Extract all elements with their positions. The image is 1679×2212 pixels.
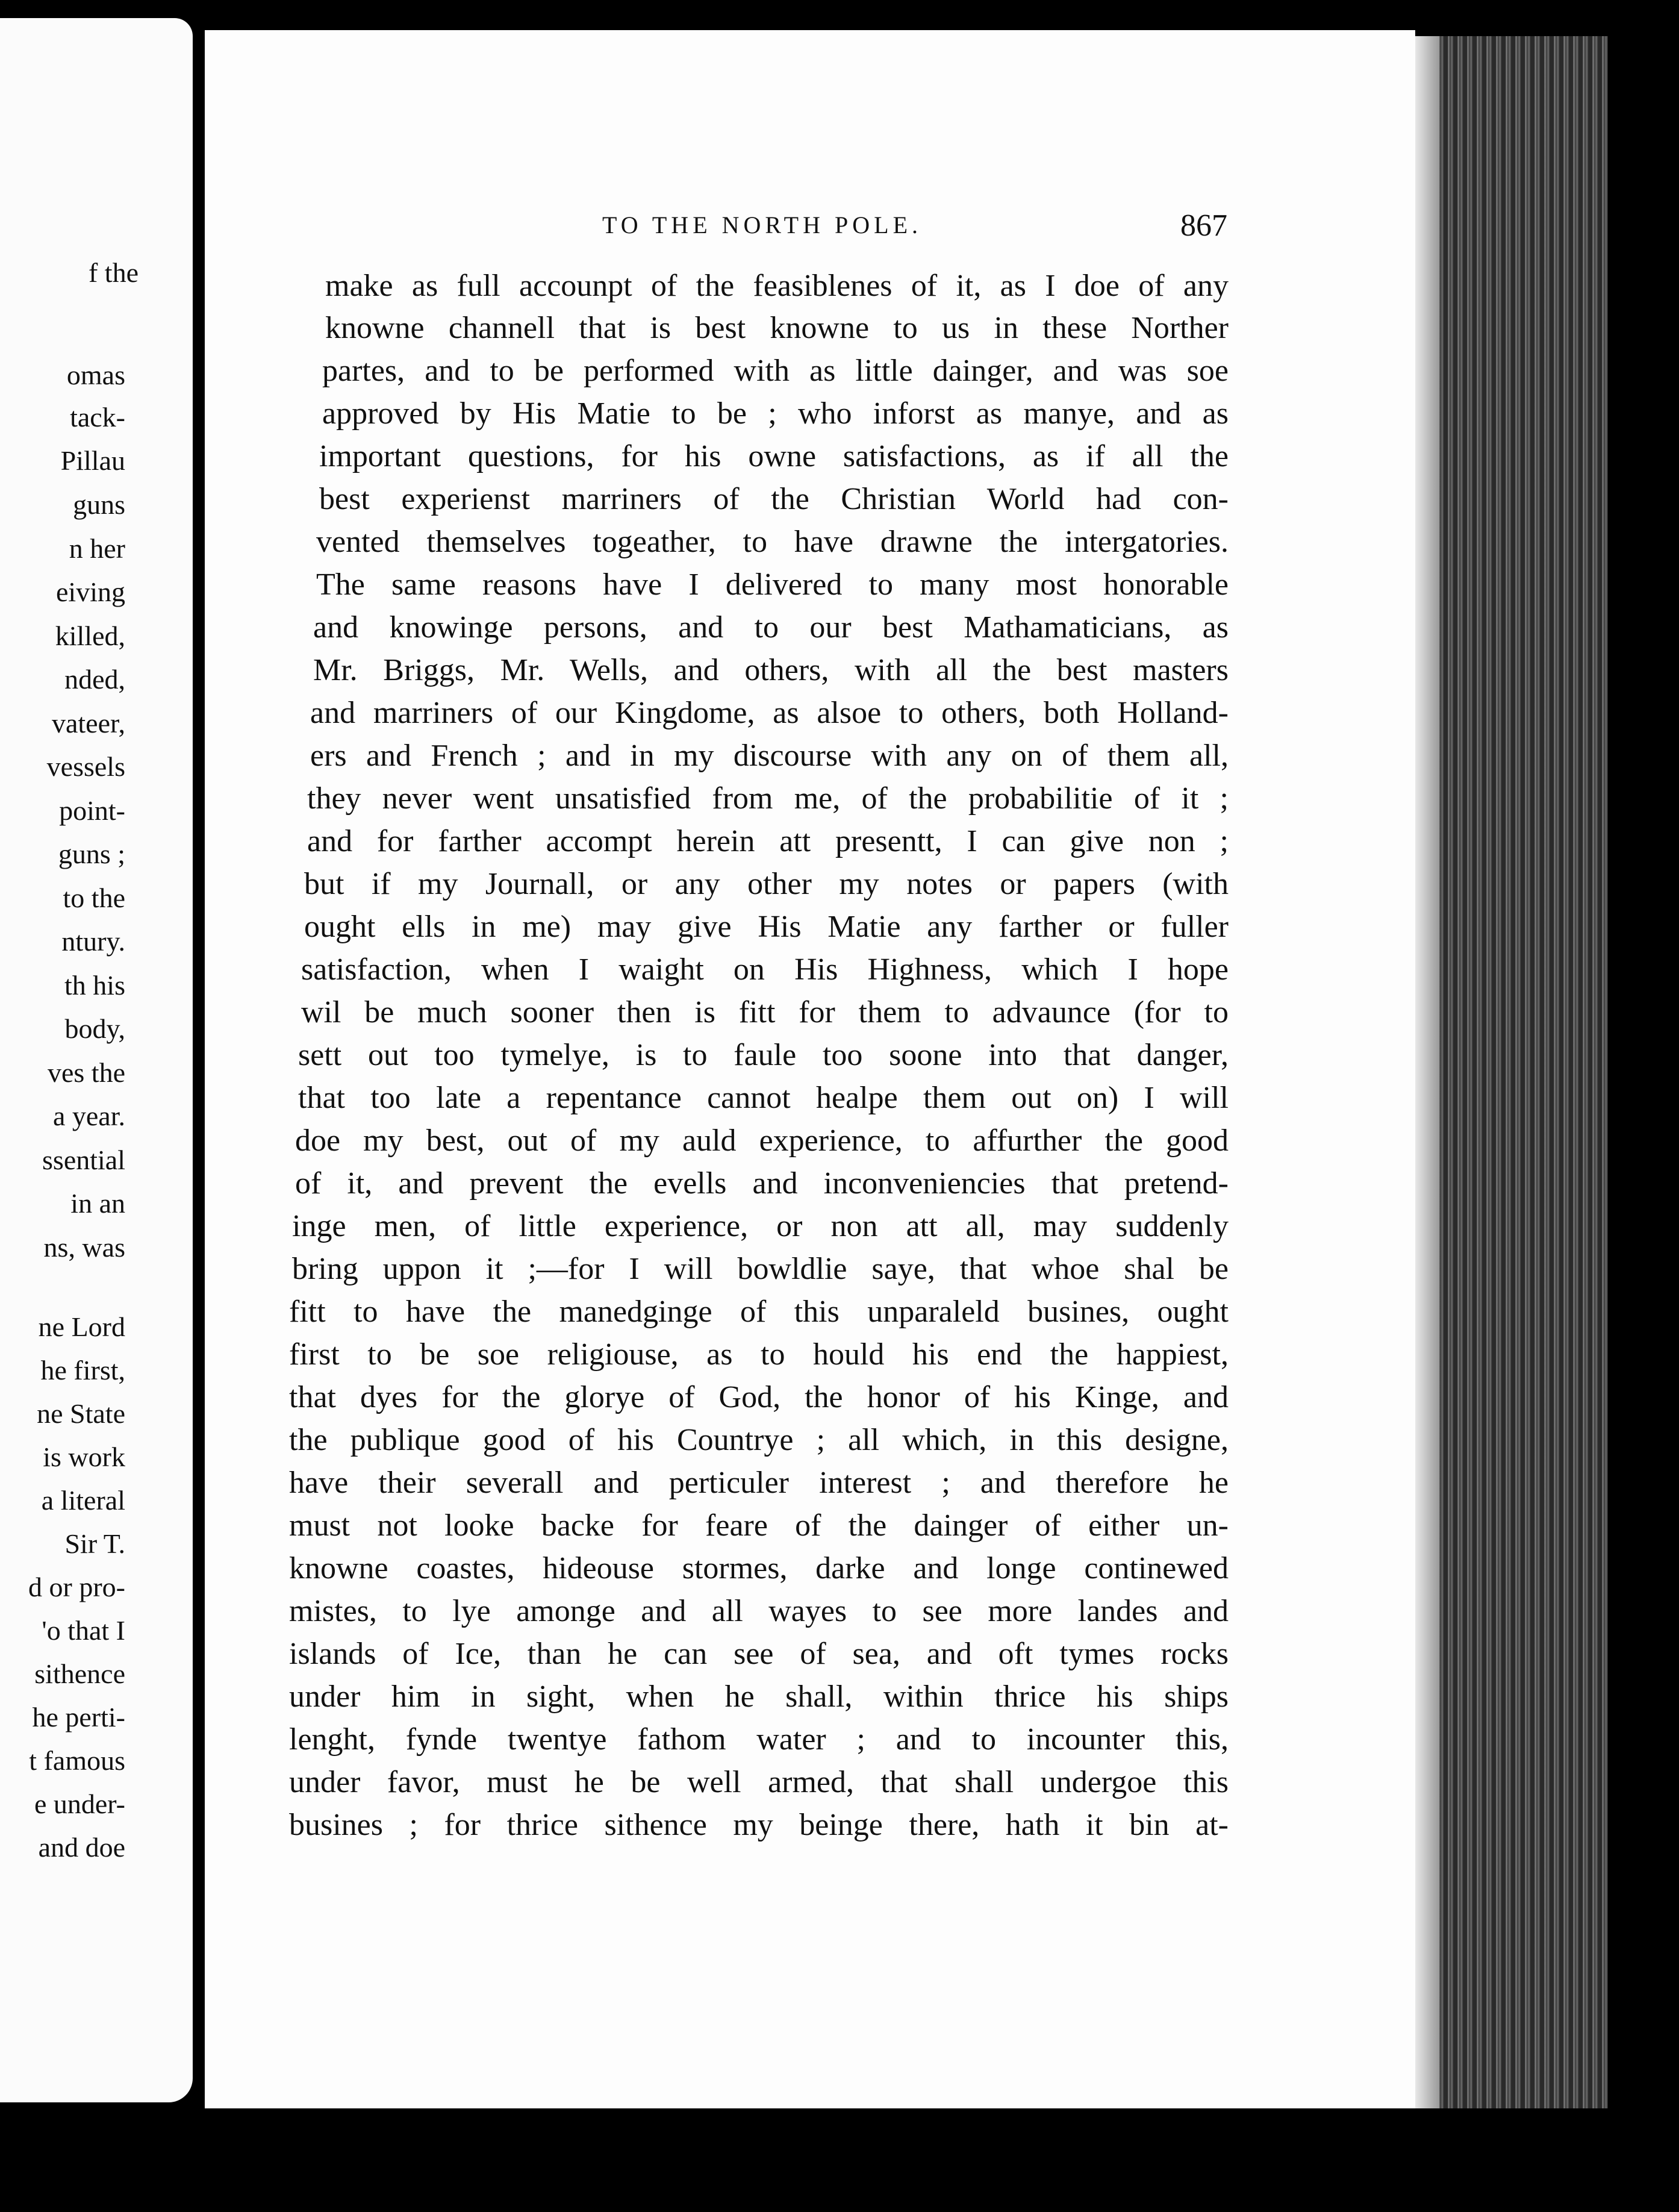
text-line: make as full accounpt of the feasiblenes of it, as I doe of any	[325, 269, 1229, 303]
facing-line: f the	[88, 257, 139, 288]
facing-line: th his	[64, 970, 125, 1001]
page-number: 867	[1180, 208, 1227, 243]
text-line: and marriners of our Kingdome, as alsoe to others, both Holland-	[310, 696, 1229, 730]
text-line: they never went unsatisfied from me, of the probabilitie of it ;	[307, 781, 1229, 816]
facing-line: nded,	[64, 664, 125, 695]
facing-line: point-	[59, 795, 125, 826]
facing-line: he perti-	[32, 1702, 125, 1732]
text-line: islands of Ice, than he can see of sea, and oft tymes rocks	[289, 1637, 1229, 1671]
text-line: mistes, to lye amonge and all wayes to see more landes and	[289, 1594, 1229, 1628]
facing-line: is work	[43, 1442, 125, 1472]
text-line: ought ells in me) may give His Matie any farther or fuller	[304, 910, 1229, 944]
facing-line: tack-	[70, 402, 125, 433]
page-edges	[1415, 36, 1608, 2108]
facing-line: body,	[64, 1013, 125, 1044]
facing-line: d or pro-	[28, 1572, 125, 1602]
text-line: sett out too tymelye, is to faule too soone into that danger,	[298, 1038, 1229, 1072]
facing-line: omas	[66, 360, 125, 390]
facing-line: he first,	[40, 1355, 125, 1386]
text-line: best experienst marriners of the Christian World had con-	[319, 482, 1229, 516]
text-line: wil be much sooner then is fitt for them to advaunce (for to	[301, 995, 1229, 1029]
text-line: and for farther accompt herein att presentt, I can give non ;	[307, 824, 1229, 858]
text-line: have their severall and perticuler interest ; and therefore he	[289, 1466, 1229, 1500]
text-line: bring uppon it ;—for I will bowldlie saye, that whoe shal be	[292, 1252, 1229, 1286]
facing-line: ns, was	[43, 1232, 125, 1263]
text-line: ers and French ; and in my discourse with any on of them all,	[310, 739, 1229, 773]
text-line: lenght, fynde twentye fathom water ; and to incounter this,	[289, 1722, 1229, 1757]
text-line: inge men, of little experience, or non att all, may suddenly	[292, 1209, 1229, 1243]
facing-line: ne State	[37, 1398, 125, 1429]
facing-line: t famous	[29, 1745, 125, 1776]
text-line: important questions, for his owne satisfactions, as if all the	[319, 439, 1229, 473]
text-line: under him in sight, when he shall, within thrice his ships	[289, 1679, 1229, 1714]
facing-line: guns ;	[58, 839, 125, 869]
text-line: knowne coastes, hideouse stormes, darke and longe continewed	[289, 1551, 1229, 1586]
facing-line: ntury.	[61, 926, 125, 957]
text-line: busines ; for thrice sithence my beinge there, hath it bin at-	[289, 1808, 1229, 1842]
text-line: Mr. Briggs, Mr. Wells, and others, with all the best masters	[313, 653, 1229, 687]
facing-line: Pillau	[60, 445, 125, 476]
text-line: but if my Journall, or any other my notes or papers (with	[304, 867, 1229, 901]
facing-line: a literal	[41, 1485, 125, 1516]
page-gutter-shadow	[1415, 36, 1439, 2108]
text-line: under favor, must he be well armed, that shall undergoe this	[289, 1765, 1229, 1799]
facing-line: killed,	[55, 620, 125, 651]
text-line: first to be soe religiouse, as to hould his end the happiest,	[289, 1337, 1229, 1372]
facing-line: guns	[73, 489, 125, 520]
text-line: vented themselves togeather, to have drawne the intergatories.	[316, 525, 1229, 559]
facing-line: a year.	[52, 1101, 125, 1131]
facing-page	[0, 18, 193, 2102]
facing-line: to the	[63, 883, 125, 913]
facing-line: ssential	[42, 1145, 125, 1175]
text-line: satisfaction, when I waight on His Highness, which I hope	[301, 952, 1229, 987]
facing-line: vateer,	[51, 708, 125, 739]
text-line: that dyes for the glorye of God, the honor of his Kinge, and	[289, 1380, 1229, 1414]
facing-line: Sir T.	[64, 1528, 125, 1559]
text-line: of it, and prevent the evells and inconveniencies that pretend-	[295, 1166, 1229, 1201]
facing-line: n her	[69, 533, 125, 564]
facing-line: ne Lord	[38, 1311, 125, 1342]
text-line: and knowinge persons, and to our best Mathamaticians, as	[313, 610, 1229, 645]
running-head: TO THE NORTH POLE.	[602, 211, 922, 239]
facing-line: 'o that I	[42, 1615, 125, 1646]
text-line: The same reasons have I delivered to many most honorable	[316, 567, 1229, 602]
facing-line: and doe	[38, 1832, 125, 1863]
facing-line: ves the	[47, 1057, 125, 1088]
text-line: that too late a repentance cannot healpe them out on) I will	[298, 1081, 1229, 1115]
text-line: must not looke backe for feare of the dainger of either un-	[289, 1508, 1229, 1543]
text-line: approved by His Matie to be ; who inforst as manye, and as	[322, 396, 1229, 431]
text-line: doe my best, out of my auld experience, to affurther the good	[295, 1123, 1229, 1158]
facing-line: eiving	[56, 576, 125, 607]
facing-line: sithence	[34, 1658, 125, 1689]
facing-line: e under-	[34, 1789, 125, 1819]
text-line: the publique good of his Countrye ; all which, in this designe,	[289, 1423, 1229, 1457]
facing-line: in an	[70, 1188, 125, 1219]
text-line: fitt to have the manedginge of this unparaleld busines, ought	[289, 1295, 1229, 1329]
facing-line: vessels	[46, 751, 125, 782]
text-line: partes, and to be performed with as little dainger, and was soe	[322, 354, 1229, 388]
text-line: knowne channell that is best knowne to us in these Norther	[325, 311, 1229, 345]
